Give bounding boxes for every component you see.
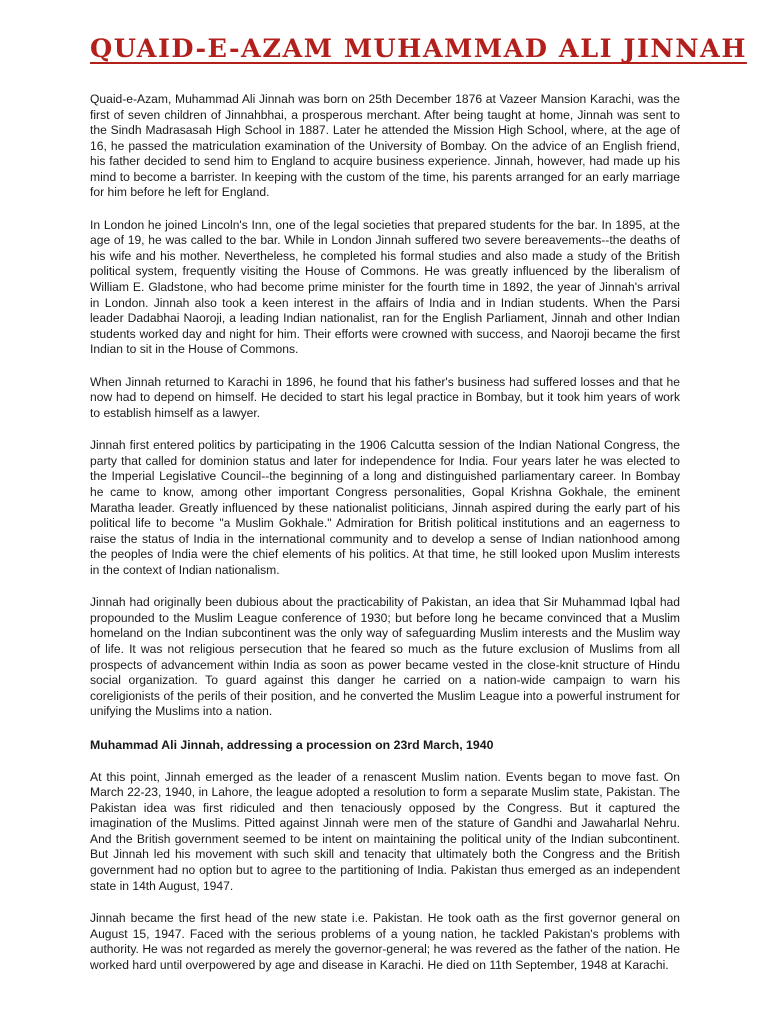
paragraph-london: In London he joined Lincoln's Inn, one of the legal societies that prepared students for the bar. In 1895, at the age of 19, he was called to the bar. While in London Jinnah suffered two severe bereavements--the deaths of his wife and his mother. Nevertheless, he completed his formal studies and also made a study of the British political system, frequently visiting the House of Commons. He was greatly influenced by the liberalism of William E. Gladstone, who had become prime minister for the fourth time in 1892, the year of Jinnah's arrival in London. Jinnah also took a keen interest in the affairs of India and in Indian students. When the Parsi leader Dadabhai Naoroji, a leading Indian nationalist, ran for the English Parliament, Jinnah and other Indian students worked day and night for him. Their efforts were crowned with success, and Naoroji became the first Indian to sit in the House of Commons. xyxy=(90,217,680,357)
paragraph-early-life: Quaid-e-Azam, Muhammad Ali Jinnah was born on 25th December 1876 at Vazeer Mansion Karachi, was the first of seven children of Jinnahbhai, a prosperous merchant. After being taught at home, Jinnah was sent to the Sindh Madrasasah High School in 1887. Later he attended the Mission High School, where, at the age of 16, he passed the matriculation examination of the University of Bombay. On the advice of an English friend, his father decided to send him to England to acquire business experience. Jinnah, however, had made up his mind to become a barrister. In keeping with the custom of the time, his parents arranged for an early marriage for him before he left for England. xyxy=(90,92,680,200)
paragraph-governor-general: Jinnah became the first head of the new state i.e. Pakistan. He took oath as the first governor general on August 15, 1947. Faced with the serious problems of a young nation, he tackled Pakistan's problems with authority. He was not regarded as merely the governor-general; he was revered as the father of the nation. He worked hard until overpowered by age and disease in Karachi. He died on 11th September, 1948 at Karachi. xyxy=(90,911,680,972)
paragraph-return-karachi: When Jinnah returned to Karachi in 1896, he found that his father's business had suffered losses and that he now had to depend on himself. He decided to start his legal practice in Bombay, but it took him years of work to establish himself as a lawyer. xyxy=(90,374,680,420)
photo-caption: Muhammad Ali Jinnah, addressing a procession on 23rd March, 1940 xyxy=(90,737,494,752)
document-title: QUAID-E-AZAM MUHAMMAD ALI JINNAH xyxy=(90,34,747,64)
paragraph-politics: Jinnah first entered politics by participating in the 1906 Calcutta session of the Indian National Congress, the party that called for dominion status and later for independence for India. Four years later he was elected to the Imperial Legislative Council--the beginning of a long and distinguished parliamentary career. In Bombay he came to know, among other important Congress personalities, Gopal Krishna Gokhale, the eminent Maratha leader. Greatly influenced by these nationalist politicians, Jinnah aspired during the early part of his political life to become "a Muslim Gokhale." Admiration for British political institutions and an eagerness to raise the status of India in the international community and to develop a sense of Indian nationhood among the peoples of India were the chief elements of his politics. At that time, he still looked upon Muslim interests in the context of Indian nationalism. xyxy=(90,438,680,577)
paragraph-pakistan-idea: Jinnah had originally been dubious about the practicability of Pakistan, an idea that Sir Muhammad Iqbal had propounded to the Muslim League conference of 1930; but before long he became convinced that a Muslim homeland on the Indian subcontinent was the only way of safeguarding Muslim interests and the Muslim way of life. It was not religious persecution that he feared so much as the future exclusion of Muslims from all prospects of advancement within India as soon as power became vested in the close-knit structure of Hindu social organization. To guard against this danger he carried on a nation-wide campaign to warn his coreligionists of the perils of their position, and he converted the Muslim League into a powerful instrument for unifying the Muslims into a nation. xyxy=(90,595,680,719)
paragraph-lahore-resolution: At this point, Jinnah emerged as the leader of a renascent Muslim nation. Events began to move fast. On March 22-23, 1940, in Lahore, the league adopted a resolution to form a separate Muslim state, Pakistan. The Pakistan idea was first ridiculed and then tenaciously opposed by the Congress. But it captured the imagination of the Muslims. Pitted against Jinnah were men of the stature of Gandhi and Jawaharlal Nehru. And the British government seemed to be intent on maintaining the political unity of the Indian subcontinent. But Jinnah led his movement with such skill and tenacity that ultimately both the Congress and the British government had no option but to agree to the partitioning of India. Pakistan thus emerged as an independent state in 14th August, 1947. xyxy=(90,769,680,893)
